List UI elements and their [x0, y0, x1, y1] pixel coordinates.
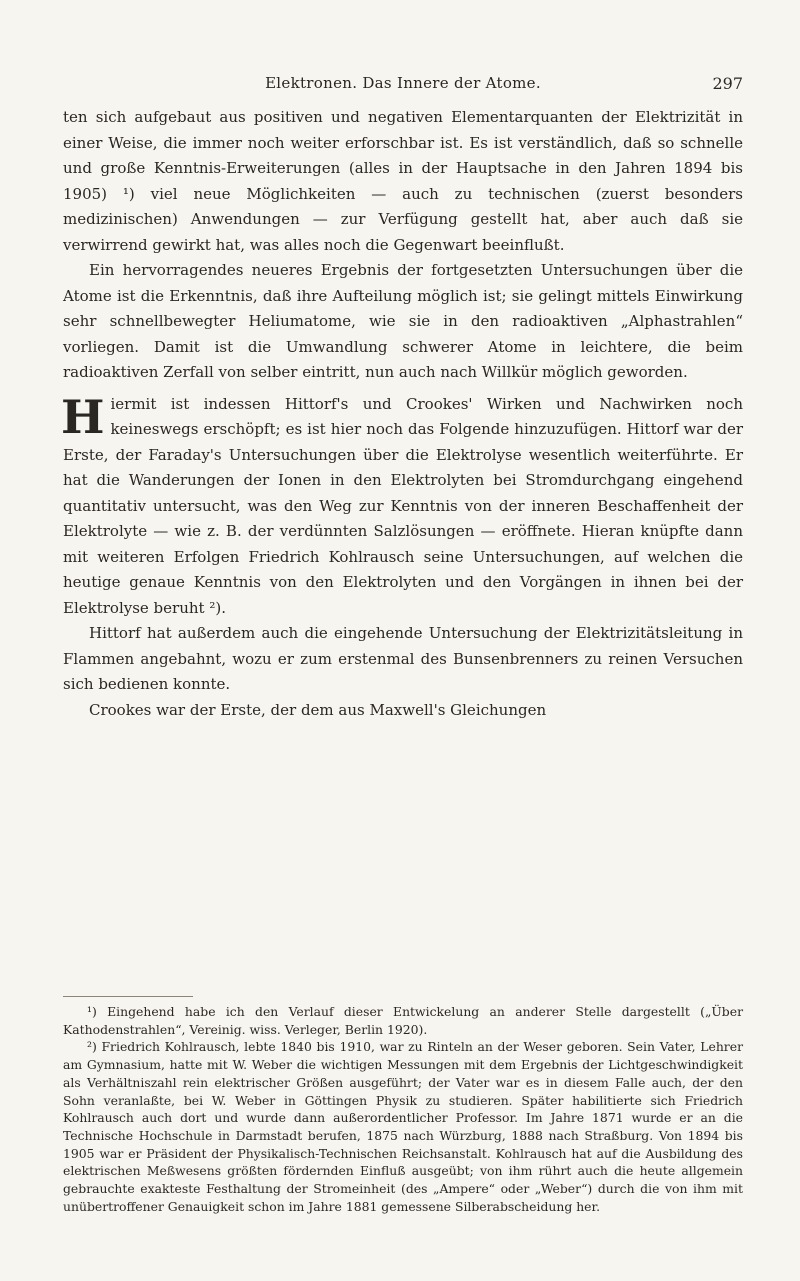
running-title: Elektronen. Das Innere der Atome. [265, 74, 541, 92]
paragraph-1: ten sich aufgebaut aus positiven und negativen Elementarquanten der Elektrizität in einer Weise, die immer noch weiter erforschbar ist. Es ist verständlich, daß so schnelle und große Kenntnis-Erweiterungen (alles in der Hauptsache in den Jahren 1894 bis 1905) ¹) viel neue Möglichkeiten — auch zu technischen (zuerst besonders medizinischen) Anwendungen — zur Verfügung gestellt hat, aber auch daß sie verwirrend gewirkt hat, was alles noch die Gegenwart beeinflußt. [63, 108, 743, 254]
running-header [63, 74, 743, 96]
paragraph-dropcap [61, 389, 743, 622]
paragraph-4: Hittorf hat außerdem auch die eingehende Untersuchung der Elektrizitätsleitung in Flammen angebahnt, wozu er zum erstenmal des Bunsenbrenners zu reinen Versuchen sich bedienen konnte. [63, 624, 743, 693]
main-text [63, 105, 743, 723]
footnotes [63, 1003, 743, 1215]
footnote-divider [63, 996, 193, 997]
footnote-2: ²) Friedrich Kohlrausch, lebte 1840 bis 1910, war zu Rinteln an der Weser geboren. Sein Vater, Lehrer am Gymnasium, hatte mit W. Weber die wichtigen Messungen mit dem Ergebnis der Lichtgeschwindigkeit als Verhältniszahl rein elektrischer Größen ausgeführt; der Vater war es in diesem Falle auch, der den Sohn veranlaßte, bei W. Weber in Göttingen Physik zu studieren. Später habilitierte sich Friedrich Kohlrausch auch dort und wurde dann außerordentlicher Professor. Im Jahre 1871 wurde er an die Technische Hochschule in Darmstadt berufen, 1875 nach Würzburg, 1888 nach Straßburg. Von 1894 bis 1905 war er Präsident der Physikalisch-Technischen Reichsanstalt. Kohlrausch hat auf die Ausbildung des elektrischen Meßwesens größten fördernden Einfluß ausgeübt; von ihm rührt auch die heute allgemein gebrauchte exakteste Festhaltung der Stromeinheit (des „Ampere“ oder „Weber“) durch die von ihm mit unübertroffener Genauigkeit schon im Jahre 1881 gemessene Silberabscheidung her. [63, 1039, 743, 1214]
drop-cap-initial: H [61, 389, 105, 444]
dropcap-paragraph-text: iermit ist indessen Hittorf's und Crookes' Wirken und Nachwirken noch keineswegs erschöpft; es ist hier noch das Folgende hinzuzufügen. Hittorf war der Erste, der Faraday's Untersuchungen über die Elektrolyse wesentlich weiterführte. Er hat die Wanderungen der Ionen in den Elektrolyten bei Stromdurchgang eingehend quantitativ untersucht, was den Weg zur Kenntnis von der inneren Beschaffenheit der Elektrolyte — wie z. B. der verdünnten Salzlösungen — eröffnete. Hieran knüpfte dann mit weiteren Erfolgen Friedrich Kohlrausch seine Untersuchungen, auf welchen die heutige genaue Kenntnis von den Elektrolyten und den Vorgängen in ihnen bei der Elektrolyse beruht ²). [63, 394, 743, 617]
paragraph-2: Ein hervorragendes neueres Ergebnis der fortgesetzten Untersuchungen über die Atome ist die Erkenntnis, daß ihre Aufteilung möglich ist; sie gelingt mittels Einwirkung sehr schnellbewegter Heliumatome, wie sie in den radioaktiven „Alphastrahlen“ vorliegen. Damit ist die Umwandlung schwerer Atome in leichtere, die beim radioaktiven Zerfall von selber eintritt, nun auch nach Willkür möglich geworden. [63, 261, 743, 381]
footnote-1: ¹) Eingehend habe ich den Verlauf dieser Entwickelung an anderer Stelle dargestellt („Über Kathodenstrahlen“, Vereinig. wiss. Verleger, Berlin 1920). [63, 1004, 743, 1037]
paragraph-5: Crookes war der Erste, der dem aus Maxwell's Gleichungen [89, 700, 547, 719]
page-number: 297 [712, 74, 743, 93]
